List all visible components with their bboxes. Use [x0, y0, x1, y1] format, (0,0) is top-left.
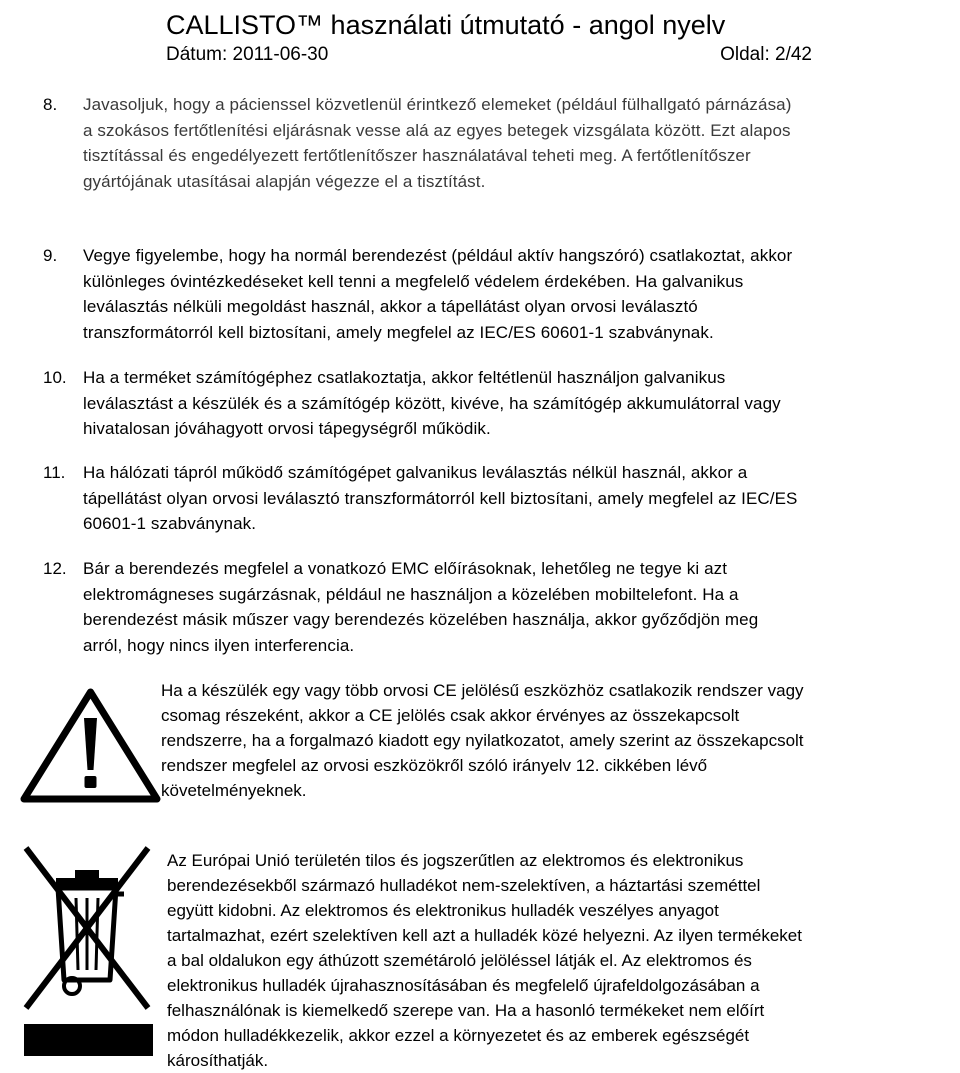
- item-line: 60601-1 szabványnak.: [83, 514, 257, 533]
- notice-line: rendszerre, ha a forgalmazó kiadott egy nyilatkozatot, amely szerint az összekapcsolt: [161, 731, 804, 750]
- weee-disposal-notice: [167, 848, 958, 1073]
- list-item-8: [43, 92, 958, 194]
- item-line: különleges óvintézkedéseket kell tenni a megfelelő védelem érdekében. Ha galvanikus: [83, 271, 744, 291]
- meta-row: [166, 42, 818, 68]
- notice-line: rendszer megfelel az orvosi eszközökről szóló irányelv 12. cikkében lévő: [161, 756, 708, 775]
- notice-line: károsíthatják.: [167, 1051, 269, 1070]
- warning-triangle-icon: [20, 688, 161, 803]
- item-number: 9.: [43, 246, 58, 265]
- notice-line: követelményeknek.: [161, 781, 307, 800]
- notice-line: elektronikus hulladék újrahasznosításában és megfelelő újrafeldolgozásában a: [167, 976, 760, 995]
- document-title: CALLISTO™ használati útmutató - angol nyelv: [166, 10, 726, 40]
- item-number: 10.: [43, 368, 67, 387]
- document-date: Dátum: 2011-06-30: [166, 44, 329, 65]
- list-item-11: [43, 460, 958, 537]
- ce-marking-notice: [161, 678, 958, 803]
- item-line: arról, hogy nincs ilyen interferencia.: [83, 635, 355, 655]
- item-line: tápellátást olyan orvosi leválasztó transzformátorról kell biztosítani, amely megfelel az IEC/ES: [83, 488, 798, 508]
- item-line: transzformátorról kell biztosítani, amely megfelel az IEC/ES 60601-1 szabványnak.: [83, 322, 714, 342]
- crossed-out-wheelie-bin-icon: [20, 838, 155, 1058]
- list-item-12: [43, 556, 958, 658]
- item-line: leválasztás nélküli megoldást használ, akkor a tápellátást olyan orvosi leválasztó: [83, 297, 698, 316]
- item-line: tisztítással és engedélyezett fertőtlenítőszer használatával teheti meg. A fertőtlenítőszer: [83, 146, 751, 165]
- item-line: Ha a terméket számítógéphez csatlakoztatja, akkor feltétlenül használjon galvanikus: [83, 368, 726, 387]
- item-line: Javasoljuk, hogy a pácienssel közvetlenül érintkező elemeket (például fülhallgató párnázása): [83, 95, 792, 114]
- notice-line: csomag részeként, akkor a CE jelölés csak akkor érvényes az összekapcsolt: [161, 706, 740, 725]
- list-item-9: [43, 243, 958, 345]
- item-line: berendezést másik műszer vagy berendezés közelében használja, akkor győződjön meg: [83, 610, 759, 629]
- item-line: leválasztást a készülék és a számítógép között, kivéve, ha számítógép akkumulátorral vagy: [83, 393, 781, 413]
- item-number: 11.: [43, 463, 66, 482]
- page-header: [166, 8, 818, 68]
- notice-line: tartalmazhat, ezért szelektíven kell azt a hulladék közé helyezni. Az ilyen termékeket: [167, 926, 802, 945]
- notice-line: Az Európai Unió területén tilos és jogszerűtlen az elektromos és elektronikus: [167, 851, 744, 870]
- item-line: elektromágneses sugárzásnak, például ne használjon a közelében mobiltelefont. Ha a: [83, 584, 739, 604]
- notice-line: együtt kidobni. Az elektromos és elektronikus hulladék veszélyes anyagot: [167, 901, 719, 920]
- notice-line: Ha a készülék egy vagy több orvosi CE jelölésű eszközhöz csatlakozik rendszer vagy: [161, 681, 804, 700]
- item-line: hivatalosan jóváhagyott orvosi tápegységről működik.: [83, 419, 491, 438]
- item-line: a szokásos fertőtlenítési eljárásnak vesse alá az egyes betegek vizsgálata között. Ezt alapos: [83, 120, 791, 140]
- list-item-10: [43, 365, 958, 442]
- item-number: 8.: [43, 95, 58, 114]
- notice-line: berendezésekből származó hulladékot nem-szelektíven, a háztartási szeméttel: [167, 876, 761, 895]
- item-line: Bár a berendezés megfelel a vonatkozó EMC előírásoknak, lehetőleg ne tegye ki azt: [83, 559, 728, 578]
- notice-line: a bal oldalukon egy áthúzott szemétároló jelöléssel látják el. Az elektromos és: [167, 951, 752, 970]
- item-number: 12.: [43, 559, 67, 578]
- notice-line: felhasználónak is kiemelkedő szerepe van. Ha a hasonló termékeket nem előírt: [167, 1001, 765, 1020]
- notice-line: módon hulladékkezelik, akkor ezzel a környezetet és az emberek egészségét: [167, 1026, 750, 1045]
- page-number: Oldal: 2/42: [720, 44, 812, 65]
- item-line: gyártójának utasításai alapján végezze el a tisztítást.: [83, 171, 486, 191]
- item-line: Ha hálózati tápról működő számítógépet galvanikus leválasztás nélkül használ, akkor a: [83, 463, 748, 482]
- item-line: Vegye figyelembe, hogy ha normál berendezést (például aktív hangszóró) csatlakoztat, akkor: [83, 246, 793, 265]
